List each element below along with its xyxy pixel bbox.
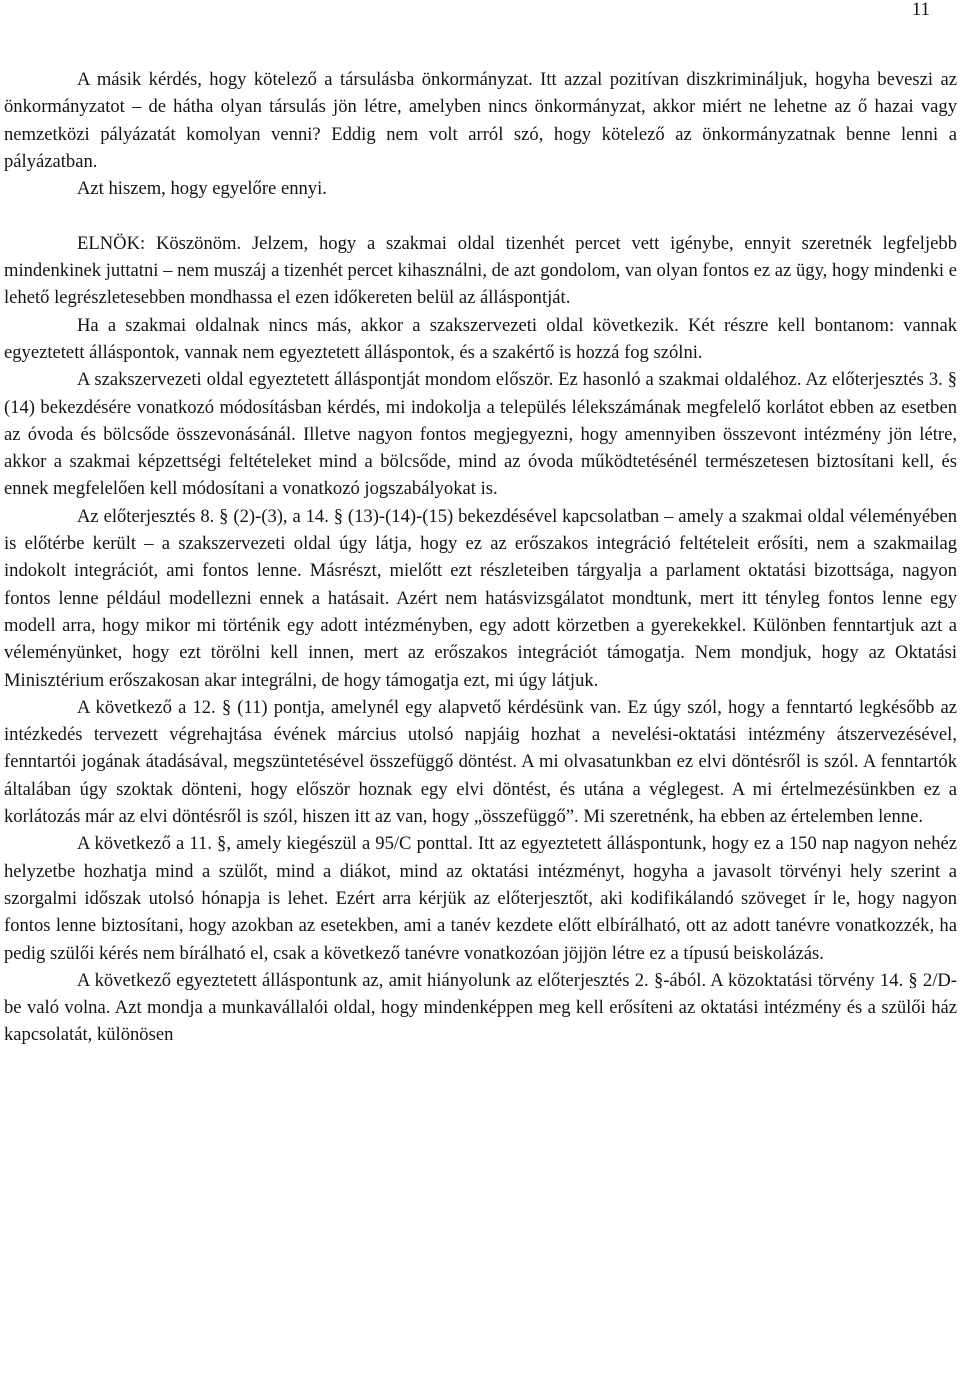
document-body bbox=[4, 66, 957, 1049]
paragraph: A következő egyeztetett álláspontunk az, amit hiányolunk az előterjesztés 2. §-ából. A közoktatási törvény 14. § 2/D-be való volna. Azt mondja a munkavállalói oldal, hogy mindenképpen meg kell erősíteni az oktatási intézmény és a szülői ház kapcsolatát, különösen bbox=[4, 969, 957, 1046]
paragraph: A következő a 11. §, amely kiegészül a 95/C ponttal. Itt az egyeztetett álláspontunk, hogy ez a 150 nap nagyon nehéz helyzetbe hozhatja mind a szülőt, mind a diákot, mind az oktatási intézményt, hogyha a javasolt törvényi hely szerint a szorgalmi időszak utolsó hónapja is lehet. Ezért arra kérjük az előterjesztőt, aki kodifikálandó szöveget ír le, hogy nagyon fontos lenne biztosítani, hogy azokban az esetekben, ami a tanév kezdete előtt elbírálható, ott az adott tanévre vonatkozzék, ha pedig szülői kérés nem bírálható el, csak a következő tanévre vonatkozóan jöjjön létre ez a típusú beiskolázás. bbox=[4, 833, 957, 964]
paragraph: A másik kérdés, hogy kötelező a társulásba önkormányzat. Itt azzal pozitívan diszkrimináljuk, hogyha beveszi az önkormányzatot – de hátha olyan társulás jön létre, amelyben nincs önkormányzat, akkor miért ne lehetne az ő hazai vagy nemzetközi pályázatát komolyan venni? Eddig nem volt arról szó, hogy kötelező az önkormányzatnak benne lenni a pályázatban. bbox=[4, 69, 957, 172]
paragraph: A szakszervezeti oldal egyeztetett álláspontját mondom először. Ez hasonló a szakmai oldaléhoz. Az előterjesztés 3. § (14) bekezdésére vonatkozó módosításban kérdés, mi indokolja a település lélekszámának megfelelő korlátot ebben az esetben az óvoda és bölcsőde összevonásánál. Illetve nagyon fontos megjegyezni, hogy amennyiben összevont intézmény jön létre, akkor a szakmai képzettségi feltételeket mind a bölcsőde, mind az óvoda működtetésénél természetesen biztosítani kell, és ennek megfelelően kell módosítani a vonatkozó jogszabályokat is. bbox=[4, 369, 957, 500]
paragraph: Az előterjesztés 8. § (2)-(3), a 14. § (13)-(14)-(15) bekezdésével kapcsolatban – amely a szakmai oldal véleményében is előtérbe került – a szakszervezeti oldal úgy látja, hogy ez az erőszakos integráció feltételeit erősíti, nem a szakmailag indokolt integrációt, ami fontos lenne. Másrészt, mielőtt ezt részleteiben tárgyalja a parlament oktatási bizottsága, nagyon fontos lenne például modellezni ennek a hatásait. Azért nem hatásvizsgálatot mondtunk, mert itt tényleg fontos lenne egy modell arra, hogy mikor mi történik egy adott intézményben, egy adott körzetben a gyerekekkel. Különben fenntartjuk azt a véleményünket, hogy ezt törölni kell innen, mert az erőszakos integrációt támogatja. Nem mondjuk, hogy az Oktatási Minisztérium erőszakosan akar integrálni, de hogy támogatja ezt, mi úgy látjuk. bbox=[4, 505, 957, 691]
paragraph: A következő a 12. § (11) pontja, amelynél egy alapvető kérdésünk van. Ez úgy szól, hogy a fenntartó legkésőbb az intézkedés tervezett végrehajtása évének március utolsó napjáig hozhat a nevelési-oktatási intézmény átszervezésével, fenntartói jogának átadásával, megszüntetésével összefüggő döntést. A mi olvasatunkban ez elvi döntésről is szól. A fenntartók általában úgy szoktak dönteni, hogy először hoznak egy elvi döntést, és utána a véglegest. A mi értelmezésünkben ez a korlátozás már az elvi döntésről is szól, hiszen itt az van, hogy „összefüggő”. Mi szeretnénk, ha ebben az értelemben lenne. bbox=[4, 696, 957, 828]
paragraph: Ha a szakmai oldalnak nincs más, akkor a szakszervezeti oldal következik. Két részre kell bontanom: vannak egyeztetett álláspontok, vannak nem egyeztetett álláspontok, és a szakértő is hozzá fog szólni. bbox=[4, 314, 957, 363]
paragraph: ELNÖK: Köszönöm. Jelzem, hogy a szakmai oldal tizenhét percet vett igénybe, ennyit szeretnék legfeljebb mindenkinek juttatni – nem muszáj a tizenhét percet kihasználni, de azt gondolom, van olyan fontos ez az ügy, hogy mindenki e lehető legrészletesebben mondhassa el ezen időkereten belül az álláspontját. bbox=[4, 232, 957, 309]
page-number: 11 bbox=[911, 0, 930, 20]
paragraph: Azt hiszem, hogy egyelőre ennyi. bbox=[77, 178, 327, 200]
